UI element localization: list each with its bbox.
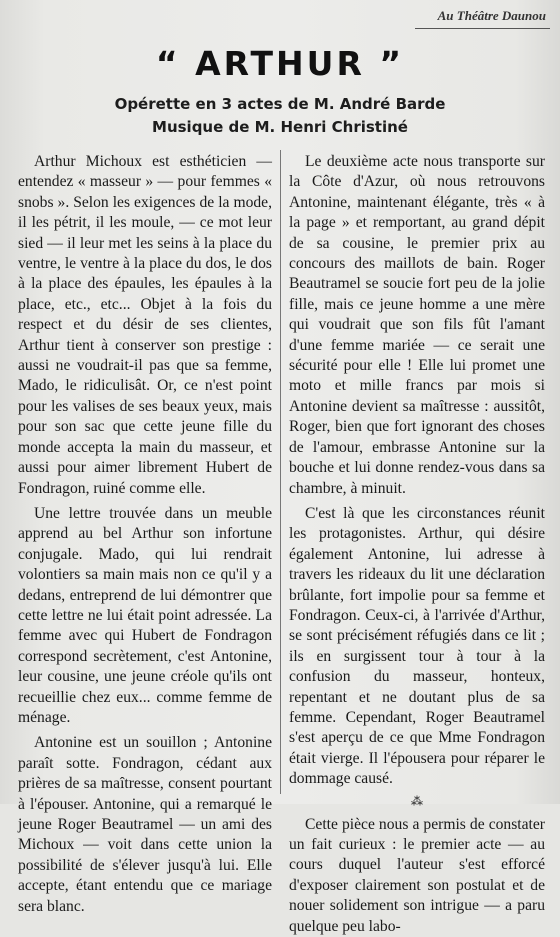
- article-subtitle-music: Musique de M. Henri Christiné: [152, 118, 408, 136]
- paragraph: Cette pièce nous a permis de constater un fait curieux : le premier acte — au cours duquel l'auteur s'est efforcé d'exposer clairement son postulat et de nouer solidement son intrigue — a paru quelque peu labo-: [289, 815, 545, 935]
- column-divider: [280, 150, 281, 794]
- article-title: “ ARTHUR ”: [155, 44, 405, 83]
- paragraph: Le deuxième acte nous transporte sur la Côte d'Azur, où nous retrouvons Antonine, maintenant élégante, très « à la page » et remportant, au grand dépit de sa cousine, le premier prix au concours des maillots de bain. Roger Beautramel se soucie fort peu de la jolie fille, mais ce jeune homme a une mère qui voudrait que son fils fût l'amant d'une femme mariée — ce serait une sécurité pour elle ! Elle lui promet une moto et mille francs par mois si Antonine devient sa maîtresse : aussitôt, Roger, bien que fort ignorant des choses de l'amour, embrasse Antonine sur la bouche et lui donne rendez-vous dans sa chambre, à minuit.: [289, 153, 545, 497]
- asterism-separator: ⁂: [411, 793, 423, 808]
- article-subtitle-author: Opérette en 3 actes de M. André Barde: [114, 95, 446, 113]
- paragraph: Arthur Michoux est esthéticien — entendez « masseur » — pour femmes « snobs ». Selon les exigences de la mode, il les pétrit, il les moule, — ce mot leur sied — il leur met les seins à la place du ventre, le ventre à la place du dos, le dos à la place des épaules, les épaules à la place, etc., etc... Objet à la fois du respect et du désir de ses clientes, Arthur tient à conserver son prestige : aussi ne voudrait-il pas que sa femme, Mado, le ridiculisât. Or, ce n'est point pour les valises de ses beaux yeux, mais pour son sac que cette jeune fille du monde accepta la main du masseur, et aussi pour aimer librement Hubert de Fondragon, ruiné comme elle.: [18, 153, 272, 497]
- right-column: [289, 152, 545, 935]
- paragraph: C'est là que les circonstances réunit les protagonistes. Arthur, qui désire également Antonine, lui adresse à travers les rideaux du lit une déclaration brûlante, fort impolie pour sa femme et Fondragon. Ceux-ci, à l'arrivée d'Arthur, se sont précisément réfugiés dans ce lit ; ils en surgissent tour à tour à la confusion du masseur, honteux, repentant et ne doutant plus de sa femme. Cependant, Roger Beautramel s'est aperçu de ce que Mme Fondragon était vierge. Il l'épousera pour réparer le dommage causé.: [289, 504, 545, 788]
- paragraph: Une lettre trouvée dans un meuble apprend au bel Arthur son infortune conjugale. Mado, qui lui rendrait volontiers sa main mais non ce qu'il y a dedans, entreprend de lui démontrer que cette lettre ne lui était point adressée. La femme avec qui Hubert de Fondragon correspond secrètement, c'est Antonine, leur cousine, une jeune créole qu'ils ont recueillie chez eux... comme femme de ménage.: [18, 504, 272, 726]
- running-head-rule: [415, 28, 550, 29]
- running-head: Au Théâtre Daunou: [437, 8, 546, 23]
- paragraph: Antonine est un souillon ; Antonine paraît sotte. Fondragon, cédant aux prières de sa maîtresse, consent pourtant à l'épouser. Antonine, qui a remarqué le jeune Roger Beautramel — un ami des Michoux — voit dans cette union la possibilité de s'élever jusqu'à lui. Elle accepte, étant entendu que ce mariage sera blanc.: [18, 734, 272, 915]
- left-column: [18, 152, 272, 915]
